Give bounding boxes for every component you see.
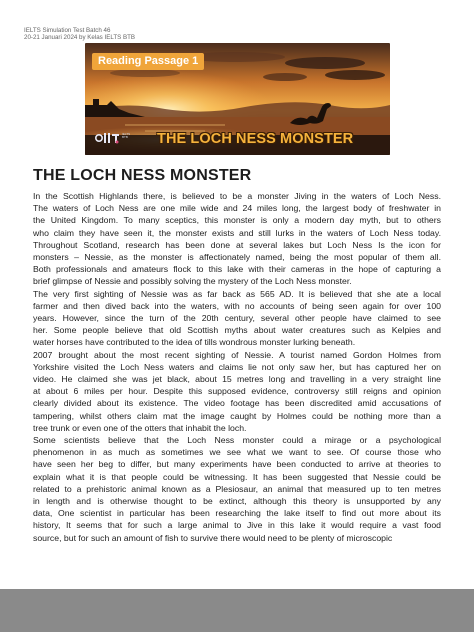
body-line: have seen her beg to differ, but many experiments have been conducted to arrive at theories to <box>33 459 441 470</box>
body-line: the United Kingdom. To many sceptics, this monster is only a modern day myth, but to others <box>33 215 441 226</box>
body-line: data, One scientist in particular has been researching the lake itself to find out more about its <box>33 508 441 519</box>
body-line: In the Scottish Highlands there, is believed to be a monster Jiving in the waters of Loch Ness. <box>33 191 441 201</box>
document-header <box>24 27 135 42</box>
footer-bar <box>0 589 474 632</box>
body-line: years. However, since the turn of the 20th century, several other people have claimed to see <box>33 313 441 324</box>
body-line: tampering, whilst others claim mat the image caught by Holmes could be nothing more than a <box>33 410 441 421</box>
body-line: 2007 brought about the most recent sighting of Nessie. A tourist named Gordon Holmes from <box>33 349 441 360</box>
header-line-2: 20-21 Januari 2024 by Kelas IELTS BTB <box>24 34 135 42</box>
body-line: brief glimpse of Nessie and possibly solving the mystery of the Loch Ness monster. <box>33 276 352 287</box>
body-line: Yorkshire visited the Loch Ness waters and claims lie not only saw her, but has captured her on <box>33 361 441 372</box>
body-line: farmer and then dived back into the waters, with no accounts of being seen again for over 100 <box>33 300 441 311</box>
article-title: THE LOCH NESS MONSTER <box>33 167 252 184</box>
body-line: Throughout Scotland, research has been done at several lakes but Loch Ness Is the icon for <box>33 239 441 250</box>
body-line: history, It seems that for such a large animal to Jive in this lake it would require a vast food <box>33 520 441 531</box>
body-line: explain what it is that people could be witnessing. It has been suggested that Nessie could be <box>33 471 441 482</box>
body-line: clearly divided about its existence. The video footage has been discredited amid accusations of <box>33 398 441 409</box>
body-line: phenomenon in as much as sometimes we see what we want to see. Of course those who <box>33 447 441 458</box>
body-line: Some scientists believe that the Loch Ness monster could a mirage or a psychological <box>33 435 441 446</box>
body-line: monsters – Nessie, as the monster is affectionately named, being the most popular of them all. <box>33 252 441 263</box>
body-line: The waters of Loch Ness are one mile wide and 24 miles long, the largest body of freshwater in <box>33 203 441 214</box>
body-line: source, but for such an amount of fish to survive there would need to be plenty of microscopic <box>33 532 393 543</box>
body-line: Both professionals and amateurs flock to this lake with their cameras in the hope of capturing a <box>33 264 441 275</box>
logo-caption: IELTS BTB <box>122 132 131 140</box>
body-line: video. He claimed she was jet black, about 15 metres long and travelling in a very straight line <box>33 374 441 385</box>
banner-title: THE LOCH NESS MONSTER <box>157 131 354 147</box>
body-line: water horses have contributed to the idea of tills wondrous monster lurking beneath. <box>33 337 356 348</box>
body-line: The very first sighting of Nessie was as far back as 565 AD. It is believed that she ate a local <box>33 288 441 299</box>
body-line: tree trunk or even one of the otters that inhabit the loch. <box>33 422 247 433</box>
body-line: in length and is otherwise thought to be extinct, although this theory is unsupported by any <box>33 496 441 507</box>
ielts-btb-logo-icon <box>95 131 121 145</box>
reading-passage-tag: Reading Passage 1 <box>92 53 204 70</box>
article-body <box>33 190 441 544</box>
body-line: who claim they have seen it, the monster exists and still lurks in the waters of Loch Ness today. <box>33 227 441 238</box>
body-line: related to a prehistoric animal known as a Plesiosaur, an animal that measured up to ten metres <box>33 483 441 494</box>
body-line: at about 6 miles per hour. Despite this supposed evidence, controversy still reigns and opinion <box>33 386 441 397</box>
body-line: her. Some people believe that old Scottish myths about water creatures such as Kelpies and <box>33 325 441 336</box>
header-line-1: IELTS Simulation Test Batch 46 <box>24 27 111 34</box>
